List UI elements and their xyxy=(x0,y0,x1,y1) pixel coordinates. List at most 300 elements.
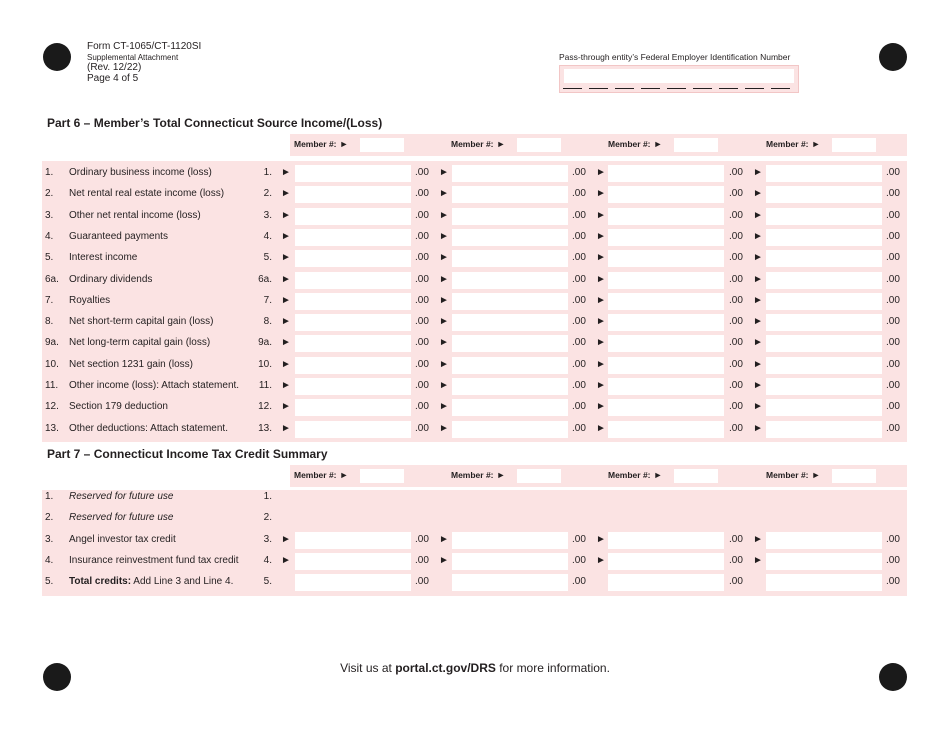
line-reference: 11. xyxy=(258,380,272,391)
page-number: Page 4 of 5 xyxy=(87,73,139,85)
cents-suffix: .00 xyxy=(572,576,586,587)
line-label-text: Other income (loss): Attach statement. xyxy=(69,380,240,391)
line-label xyxy=(69,401,168,412)
arrow-icon: ► xyxy=(439,316,449,328)
arrow-icon: ► xyxy=(596,294,606,306)
cents-suffix: .00 xyxy=(729,188,743,200)
cents-suffix: .00 xyxy=(572,555,586,566)
member-number-label xyxy=(608,139,662,149)
table-row xyxy=(0,291,950,312)
cents-suffix: .00 xyxy=(572,167,586,178)
cents-suffix: .00 xyxy=(572,188,586,200)
arrow-icon: ► xyxy=(439,555,449,566)
table-row xyxy=(0,530,950,551)
arrow-icon: ► xyxy=(439,401,449,413)
cents-suffix: .00 xyxy=(886,358,900,370)
line-reference: 3. xyxy=(263,534,272,545)
amount-input-member-4[interactable] xyxy=(766,293,882,310)
arrow-icon: ► xyxy=(596,358,606,370)
amount-input-member-1[interactable] xyxy=(295,165,411,182)
line-number: 5. xyxy=(45,576,54,587)
cents-suffix: .00 xyxy=(729,316,743,328)
cents-suffix: .00 xyxy=(729,576,743,587)
cents-suffix: .00 xyxy=(886,576,900,587)
arrow-icon: ► xyxy=(753,273,763,285)
member-number-input-1[interactable] xyxy=(360,469,404,483)
arrow-icon: ► xyxy=(281,230,291,242)
amount-input-member-3[interactable] xyxy=(608,250,724,267)
arrow-icon: ► xyxy=(753,358,763,370)
cents-suffix: .00 xyxy=(886,337,900,349)
amount-input-member-1[interactable] xyxy=(295,314,411,331)
amount-input-member-3[interactable] xyxy=(608,335,724,352)
table-row xyxy=(0,376,950,397)
cents-suffix: .00 xyxy=(729,337,743,349)
fein-label: Pass-through entity’s Federal Employer Identification Number xyxy=(559,52,791,62)
arrow-icon: ► xyxy=(753,380,763,391)
fein-digit-line xyxy=(745,88,764,89)
cents-suffix: .00 xyxy=(729,209,743,221)
arrow-icon: ► xyxy=(596,337,606,349)
amount-input-member-4[interactable] xyxy=(766,250,882,267)
table-row xyxy=(0,248,950,269)
arrow-icon: ► xyxy=(653,139,663,149)
amount-input-member-4[interactable] xyxy=(766,335,882,352)
amount-input-member-3[interactable] xyxy=(608,357,724,374)
amount-input-member-3[interactable] xyxy=(608,421,724,438)
cents-suffix: .00 xyxy=(415,422,429,434)
arrow-icon: ► xyxy=(753,422,763,434)
line-reference: 13. xyxy=(258,422,272,434)
cents-suffix: .00 xyxy=(729,380,743,391)
amount-input-member-4[interactable] xyxy=(766,314,882,331)
line-label-text: Add Line 3 and Line 4. xyxy=(131,576,234,587)
arrow-icon: ► xyxy=(753,534,763,545)
cents-suffix: .00 xyxy=(729,167,743,178)
line-number: 2. xyxy=(45,188,54,200)
member-label-text: Member #: xyxy=(451,470,494,480)
cents-suffix: .00 xyxy=(886,209,900,221)
line-label-text: Net long-term capital gain (loss) xyxy=(69,337,211,349)
member-number-input-4[interactable] xyxy=(832,138,876,152)
fein-digit-line xyxy=(693,88,712,89)
amount-input-member-4[interactable] xyxy=(766,421,882,438)
arrow-icon: ► xyxy=(439,273,449,285)
line-reference: 3. xyxy=(263,209,272,221)
line-label xyxy=(69,555,239,566)
line-label xyxy=(69,359,193,370)
fein-digit-line xyxy=(771,88,790,89)
amount-input-member-4[interactable] xyxy=(766,532,882,549)
cents-suffix: .00 xyxy=(886,273,900,285)
amount-input-member-4[interactable] xyxy=(766,378,882,395)
amount-input-member-1[interactable] xyxy=(295,421,411,438)
cents-suffix: .00 xyxy=(886,188,900,200)
amount-input-member-1[interactable] xyxy=(295,378,411,395)
line-reference: 2. xyxy=(263,188,272,200)
fein-digit-line xyxy=(641,88,660,89)
arrow-icon: ► xyxy=(596,534,606,545)
line-label xyxy=(69,380,239,391)
amount-input-member-4[interactable] xyxy=(766,186,882,203)
arrow-icon: ► xyxy=(281,167,291,178)
line-label-text: Insurance reinvestment fund tax credit xyxy=(69,555,239,566)
member-number-label xyxy=(294,139,348,149)
cents-suffix: .00 xyxy=(572,380,586,391)
footer-suffix: for more information. xyxy=(495,661,610,675)
line-label xyxy=(69,231,168,242)
line-number: 7. xyxy=(45,294,54,306)
line-number: 2. xyxy=(45,512,54,523)
amount-input-member-2[interactable] xyxy=(452,165,568,182)
cents-suffix: .00 xyxy=(729,252,743,264)
cents-suffix: .00 xyxy=(572,273,586,285)
amount-input-member-2[interactable] xyxy=(452,229,568,246)
cents-suffix: .00 xyxy=(415,209,429,221)
table-row xyxy=(0,270,950,291)
arrow-icon: ► xyxy=(596,555,606,566)
amount-input-member-1[interactable] xyxy=(295,532,411,549)
amount-input-member-4[interactable] xyxy=(766,357,882,374)
member-number-input-4[interactable] xyxy=(832,469,876,483)
arrow-icon: ► xyxy=(281,380,291,391)
cents-suffix: .00 xyxy=(886,294,900,306)
line-label-text: Net rental real estate income (loss) xyxy=(69,188,225,200)
registration-mark-top-left xyxy=(43,43,71,71)
cents-suffix: .00 xyxy=(415,167,429,178)
arrow-icon: ► xyxy=(281,209,291,221)
arrow-icon: ► xyxy=(439,534,449,545)
cents-suffix: .00 xyxy=(729,294,743,306)
line-number: 3. xyxy=(45,209,54,221)
arrow-icon: ► xyxy=(439,230,449,242)
amount-input-member-1[interactable] xyxy=(295,250,411,267)
table-row xyxy=(0,333,950,354)
arrow-icon: ► xyxy=(753,316,763,328)
arrow-icon: ► xyxy=(281,422,291,434)
line-label xyxy=(69,210,201,221)
cents-suffix: .00 xyxy=(886,316,900,328)
footer-link[interactable]: portal.ct.gov/DRS xyxy=(395,661,496,675)
line-reference: 7. xyxy=(263,294,272,306)
amount-input-member-4[interactable] xyxy=(766,399,882,416)
line-label xyxy=(69,337,210,348)
arrow-icon: ► xyxy=(281,555,291,566)
cents-suffix: .00 xyxy=(886,401,900,413)
arrow-icon: ► xyxy=(281,252,291,264)
cents-suffix: .00 xyxy=(415,188,429,200)
member-label-text: Member #: xyxy=(294,470,337,480)
cents-suffix: .00 xyxy=(886,167,900,178)
member-number-input-2[interactable] xyxy=(517,138,561,152)
cents-suffix: .00 xyxy=(729,401,743,413)
arrow-icon: ► xyxy=(596,316,606,328)
arrow-icon: ► xyxy=(653,470,663,480)
arrow-icon: ► xyxy=(439,422,449,434)
line-number: 9a. xyxy=(45,337,59,349)
amount-input-member-3[interactable] xyxy=(608,532,724,549)
amount-input-member-3[interactable] xyxy=(608,186,724,203)
amount-input-member-2[interactable] xyxy=(452,532,568,549)
table-row xyxy=(0,184,950,205)
line-number: 6a. xyxy=(45,273,59,285)
amount-input-member-1[interactable] xyxy=(295,186,411,203)
cents-suffix: .00 xyxy=(886,422,900,434)
cents-suffix: .00 xyxy=(886,252,900,264)
fein-input-area[interactable] xyxy=(564,69,794,83)
amount-input-member-2[interactable] xyxy=(452,208,568,225)
line-label xyxy=(69,316,214,327)
line-number: 11. xyxy=(45,380,59,391)
line-label-text: Net short-term capital gain (loss) xyxy=(69,316,214,328)
cents-suffix: .00 xyxy=(729,358,743,370)
line-label xyxy=(69,423,228,434)
amount-input-member-1[interactable] xyxy=(295,574,411,591)
amount-input-member-2[interactable] xyxy=(452,357,568,374)
amount-input-member-4[interactable] xyxy=(766,208,882,225)
line-number: 3. xyxy=(45,534,54,545)
arrow-icon: ► xyxy=(596,273,606,285)
member-label-text: Member #: xyxy=(608,470,651,480)
amount-input-member-2[interactable] xyxy=(452,421,568,438)
line-number: 1. xyxy=(45,491,54,502)
line-label-text: Guaranteed payments xyxy=(69,230,168,242)
arrow-icon: ► xyxy=(439,380,449,391)
arrow-icon: ► xyxy=(596,209,606,221)
arrow-icon: ► xyxy=(281,273,291,285)
line-reference: 1. xyxy=(263,491,272,502)
cents-suffix: .00 xyxy=(415,555,429,566)
amount-input-member-1[interactable] xyxy=(295,335,411,352)
member-number-input-3[interactable] xyxy=(674,469,718,483)
member-number-input-1[interactable] xyxy=(360,138,404,152)
arrow-icon: ► xyxy=(753,401,763,413)
arrow-icon: ► xyxy=(753,209,763,221)
line-label xyxy=(69,252,137,263)
line-reference: 5. xyxy=(263,252,272,264)
line-reference: 12. xyxy=(258,401,272,413)
member-number-label xyxy=(766,470,820,480)
arrow-icon: ► xyxy=(753,337,763,349)
table-row xyxy=(0,397,950,418)
arrow-icon: ► xyxy=(811,139,821,149)
line-label-text: Reserved for future use xyxy=(69,512,174,523)
amount-input-member-4[interactable] xyxy=(766,229,882,246)
amount-input-member-4[interactable] xyxy=(766,574,882,591)
arrow-icon: ► xyxy=(596,167,606,178)
line-label-text: Interest income xyxy=(69,252,138,264)
cents-suffix: .00 xyxy=(572,230,586,242)
line-number: 4. xyxy=(45,230,54,242)
arrow-icon: ► xyxy=(281,294,291,306)
amount-input-member-2[interactable] xyxy=(452,272,568,289)
line-label xyxy=(69,512,174,523)
arrow-icon: ► xyxy=(281,316,291,328)
amount-input-member-3[interactable] xyxy=(608,208,724,225)
amount-input-member-1[interactable] xyxy=(295,553,411,570)
arrow-icon: ► xyxy=(339,139,349,149)
amount-input-member-3[interactable] xyxy=(608,229,724,246)
arrow-icon: ► xyxy=(281,401,291,413)
amount-input-member-2[interactable] xyxy=(452,314,568,331)
arrow-icon: ► xyxy=(753,294,763,306)
cents-suffix: .00 xyxy=(415,358,429,370)
arrow-icon: ► xyxy=(596,230,606,242)
fein-digit-line xyxy=(615,88,634,89)
member-label-text: Member #: xyxy=(766,139,809,149)
amount-input-member-3[interactable] xyxy=(608,293,724,310)
fein-field[interactable] xyxy=(559,65,799,93)
footer-prefix: Visit us at xyxy=(340,661,396,675)
arrow-icon: ► xyxy=(496,139,506,149)
cents-suffix: .00 xyxy=(886,230,900,242)
line-label-text: Section 179 deduction xyxy=(69,401,168,413)
amount-input-member-3[interactable] xyxy=(608,378,724,395)
registration-mark-top-right xyxy=(879,43,907,71)
amount-input-member-1[interactable] xyxy=(295,272,411,289)
arrow-icon: ► xyxy=(281,358,291,370)
table-row xyxy=(0,572,950,593)
cents-suffix: .00 xyxy=(572,209,586,221)
member-label-text: Member #: xyxy=(608,139,651,149)
arrow-icon: ► xyxy=(753,230,763,242)
cents-suffix: .00 xyxy=(415,230,429,242)
cents-suffix: .00 xyxy=(572,252,586,264)
arrow-icon: ► xyxy=(339,470,349,480)
amount-input-member-2[interactable] xyxy=(452,186,568,203)
member-number-input-2[interactable] xyxy=(517,469,561,483)
table-row xyxy=(0,487,950,508)
amount-input-member-2[interactable] xyxy=(452,378,568,395)
line-label-bold: Total credits: xyxy=(69,576,132,587)
line-label xyxy=(69,576,233,587)
arrow-icon: ► xyxy=(753,252,763,264)
amount-input-member-2[interactable] xyxy=(452,293,568,310)
arrow-icon: ► xyxy=(439,252,449,264)
arrow-icon: ► xyxy=(496,470,506,480)
member-number-label xyxy=(608,470,662,480)
cents-suffix: .00 xyxy=(415,534,429,545)
line-number: 8. xyxy=(45,316,54,328)
amount-input-member-3[interactable] xyxy=(608,399,724,416)
amount-input-member-3[interactable] xyxy=(608,272,724,289)
line-label-text: Other net rental income (loss) xyxy=(69,209,201,221)
part6-title: Part 6 – Member’s Total Connecticut Source Income/(Loss) xyxy=(47,116,383,130)
line-number: 10. xyxy=(45,358,59,370)
table-row xyxy=(0,227,950,248)
line-number: 5. xyxy=(45,252,54,264)
fein-digit-line xyxy=(563,88,582,89)
cents-suffix: .00 xyxy=(572,401,586,413)
table-row xyxy=(0,551,950,572)
arrow-icon: ► xyxy=(753,167,763,178)
arrow-icon: ► xyxy=(439,358,449,370)
line-reference: 9a. xyxy=(258,337,272,349)
arrow-icon: ► xyxy=(439,209,449,221)
line-number: 13. xyxy=(45,422,59,434)
cents-suffix: .00 xyxy=(886,380,900,391)
amount-input-member-1[interactable] xyxy=(295,229,411,246)
arrow-icon: ► xyxy=(596,252,606,264)
amount-input-member-3[interactable] xyxy=(608,574,724,591)
arrow-icon: ► xyxy=(281,534,291,545)
table-row xyxy=(0,163,950,184)
cents-suffix: .00 xyxy=(729,534,743,545)
line-label-text: Angel investor tax credit xyxy=(69,534,176,545)
line-label xyxy=(69,491,174,502)
line-reference: 4. xyxy=(263,555,272,566)
fein-digit-line xyxy=(667,88,686,89)
cents-suffix: .00 xyxy=(415,401,429,413)
table-row xyxy=(0,355,950,376)
form-header xyxy=(87,41,201,85)
line-reference: 5. xyxy=(263,576,272,587)
cents-suffix: .00 xyxy=(415,337,429,349)
line-reference: 4. xyxy=(263,230,272,242)
arrow-icon: ► xyxy=(439,167,449,178)
line-label-text: Ordinary business income (loss) xyxy=(69,167,212,178)
cents-suffix: .00 xyxy=(415,316,429,328)
amount-input-member-1[interactable] xyxy=(295,399,411,416)
amount-input-member-3[interactable] xyxy=(608,165,724,182)
amount-input-member-3[interactable] xyxy=(608,314,724,331)
amount-input-member-2[interactable] xyxy=(452,399,568,416)
amount-input-member-4[interactable] xyxy=(766,165,882,182)
cents-suffix: .00 xyxy=(572,294,586,306)
arrow-icon: ► xyxy=(753,555,763,566)
cents-suffix: .00 xyxy=(572,534,586,545)
line-label xyxy=(69,295,110,306)
cents-suffix: .00 xyxy=(572,316,586,328)
cents-suffix: .00 xyxy=(572,422,586,434)
amount-input-member-1[interactable] xyxy=(295,208,411,225)
amount-input-member-4[interactable] xyxy=(766,553,882,570)
cents-suffix: .00 xyxy=(886,534,900,545)
line-label-text: Royalties xyxy=(69,294,111,306)
line-label xyxy=(69,167,212,178)
amount-input-member-1[interactable] xyxy=(295,293,411,310)
line-label xyxy=(69,274,152,285)
amount-input-member-3[interactable] xyxy=(608,553,724,570)
arrow-icon: ► xyxy=(281,188,291,200)
line-label-text: Reserved for future use xyxy=(69,491,174,502)
arrow-icon: ► xyxy=(596,188,606,200)
amount-input-member-2[interactable] xyxy=(452,250,568,267)
cents-suffix: .00 xyxy=(572,358,586,370)
footer xyxy=(0,661,950,675)
line-reference: 10. xyxy=(258,358,272,370)
cents-suffix: .00 xyxy=(729,555,743,566)
line-label-text: Ordinary dividends xyxy=(69,273,153,285)
arrow-icon: ► xyxy=(596,380,606,391)
arrow-icon: ► xyxy=(439,294,449,306)
amount-input-member-2[interactable] xyxy=(452,335,568,352)
member-number-input-3[interactable] xyxy=(674,138,718,152)
line-label xyxy=(69,534,176,545)
fein-digit-line xyxy=(719,88,738,89)
cents-suffix: .00 xyxy=(415,294,429,306)
cents-suffix: .00 xyxy=(415,273,429,285)
line-number: 4. xyxy=(45,555,54,566)
amount-input-member-2[interactable] xyxy=(452,574,568,591)
line-label xyxy=(69,188,224,199)
line-reference: 8. xyxy=(263,316,272,328)
amount-input-member-2[interactable] xyxy=(452,553,568,570)
part7-title: Part 7 – Connecticut Income Tax Credit Summary xyxy=(47,447,328,461)
arrow-icon: ► xyxy=(811,470,821,480)
amount-input-member-1[interactable] xyxy=(295,357,411,374)
amount-input-member-4[interactable] xyxy=(766,272,882,289)
